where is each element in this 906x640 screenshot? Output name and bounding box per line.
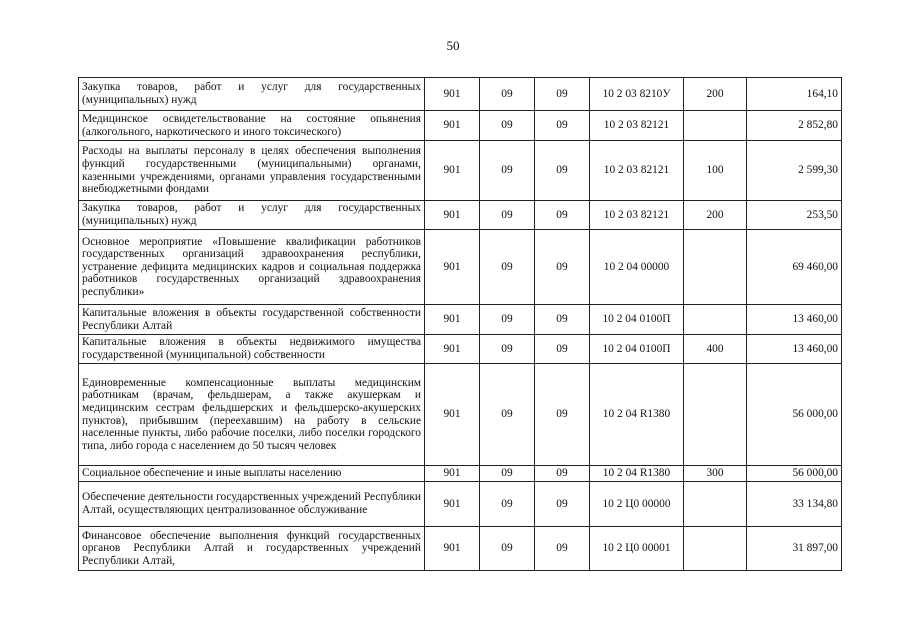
amount: 33 134,80 — [747, 482, 842, 527]
section-code: 09 — [480, 78, 535, 111]
amount: 164,10 — [747, 78, 842, 111]
subsection-code: 09 — [535, 335, 590, 364]
row-description: Обеспечение деятельности государственных учреждений Республики Алтай, осуществляющих централизованное обслуживание — [79, 482, 425, 527]
expense-type-code — [684, 230, 747, 305]
amount: 2 852,80 — [747, 111, 842, 141]
ministry-code: 901 — [425, 335, 480, 364]
subsection-code: 09 — [535, 482, 590, 527]
row-description: Финансовое обеспечение выполнения функций государственных органов Республики Алтай и государственных учреждений Республики Алтай, — [79, 527, 425, 571]
amount: 13 460,00 — [747, 335, 842, 364]
section-code: 09 — [480, 527, 535, 571]
subsection-code: 09 — [535, 230, 590, 305]
amount: 56 000,00 — [747, 466, 842, 482]
expense-type-code: 400 — [684, 335, 747, 364]
target-article-code: 10 2 04 0100П — [590, 335, 684, 364]
section-code: 09 — [480, 305, 535, 335]
amount: 2 599,30 — [747, 141, 842, 201]
section-code: 09 — [480, 141, 535, 201]
table-row — [79, 230, 842, 305]
subsection-code: 09 — [535, 364, 590, 466]
target-article-code: 10 2 04 00000 — [590, 230, 684, 305]
row-description: Единовременные компенсационные выплаты медицинским работникам (врачам, фельдшерам, а также акушеркам и медицинским сестрам фельдшерских и фельдшерско-акушерских пунктов), прибывшим (переехавшим) на работу в сельские населенные пункты, либо рабочие поселки, либо поселки городского типа, либо города с населением до 50 тысяч человек — [79, 364, 425, 466]
subsection-code: 09 — [535, 466, 590, 482]
ministry-code: 901 — [425, 111, 480, 141]
target-article-code: 10 2 Ц0 00000 — [590, 482, 684, 527]
table-row — [79, 78, 842, 111]
ministry-code: 901 — [425, 364, 480, 466]
ministry-code: 901 — [425, 466, 480, 482]
ministry-code: 901 — [425, 230, 480, 305]
section-code: 09 — [480, 111, 535, 141]
expense-type-code — [684, 364, 747, 466]
amount: 56 000,00 — [747, 364, 842, 466]
expense-type-code: 200 — [684, 201, 747, 230]
section-code: 09 — [480, 482, 535, 527]
section-code: 09 — [480, 335, 535, 364]
row-description: Медицинское освидетельствование на состояние опьянения (алкогольного, наркотического и иного токсического) — [79, 111, 425, 141]
ministry-code: 901 — [425, 527, 480, 571]
amount: 253,50 — [747, 201, 842, 230]
expense-type-code: 100 — [684, 141, 747, 201]
ministry-code: 901 — [425, 305, 480, 335]
section-code: 09 — [480, 230, 535, 305]
budget-table — [78, 77, 842, 571]
subsection-code: 09 — [535, 78, 590, 111]
subsection-code: 09 — [535, 111, 590, 141]
table-row — [79, 141, 842, 201]
expense-type-code — [684, 111, 747, 141]
section-code: 09 — [480, 364, 535, 466]
table-row — [79, 527, 842, 571]
expense-type-code: 300 — [684, 466, 747, 482]
expense-type-code — [684, 482, 747, 527]
table-row — [79, 201, 842, 230]
subsection-code: 09 — [535, 141, 590, 201]
amount: 13 460,00 — [747, 305, 842, 335]
target-article-code: 10 2 03 82121 — [590, 141, 684, 201]
row-description: Закупка товаров, работ и услуг для государственных (муниципальных) нужд — [79, 78, 425, 111]
target-article-code: 10 2 04 R1380 — [590, 364, 684, 466]
table-row — [79, 335, 842, 364]
row-description: Капитальные вложения в объекты недвижимого имущества государственной (муниципальной) собственности — [79, 335, 425, 364]
target-article-code: 10 2 03 82121 — [590, 111, 684, 141]
table-row — [79, 305, 842, 335]
subsection-code: 09 — [535, 527, 590, 571]
table-row — [79, 364, 842, 466]
table-row — [79, 111, 842, 141]
subsection-code: 09 — [535, 305, 590, 335]
ministry-code: 901 — [425, 141, 480, 201]
row-description: Закупка товаров, работ и услуг для государственных (муниципальных) нужд — [79, 201, 425, 230]
expense-type-code: 200 — [684, 78, 747, 111]
amount: 69 460,00 — [747, 230, 842, 305]
row-description: Капитальные вложения в объекты государственной собственности Республики Алтай — [79, 305, 425, 335]
page-number: 50 — [446, 38, 460, 53]
subsection-code: 09 — [535, 201, 590, 230]
ministry-code: 901 — [425, 482, 480, 527]
expense-type-code — [684, 305, 747, 335]
target-article-code: 10 2 03 82121 — [590, 201, 684, 230]
target-article-code: 10 2 03 8210У — [590, 78, 684, 111]
section-code: 09 — [480, 466, 535, 482]
table-row — [79, 482, 842, 527]
ministry-code: 901 — [425, 78, 480, 111]
amount: 31 897,00 — [747, 527, 842, 571]
expense-type-code — [684, 527, 747, 571]
row-description: Основное мероприятие «Повышение квалификации работников государственных организаций здравоохранения республики, устранение дефицита медицинских кадров и социальная поддержка работников государственных организаций здравоохранения республики» — [79, 230, 425, 305]
ministry-code: 901 — [425, 201, 480, 230]
row-description: Социальное обеспечение и иные выплаты населению — [79, 466, 425, 482]
row-description: Расходы на выплаты персоналу в целях обеспечения выполнения функций государственными (муниципальными) органами, казенными учреждениями, органами управления государственными внебюджетными фондами — [79, 141, 425, 201]
target-article-code: 10 2 Ц0 00001 — [590, 527, 684, 571]
target-article-code: 10 2 04 0100П — [590, 305, 684, 335]
table-row — [79, 466, 842, 482]
target-article-code: 10 2 04 R1380 — [590, 466, 684, 482]
section-code: 09 — [480, 201, 535, 230]
